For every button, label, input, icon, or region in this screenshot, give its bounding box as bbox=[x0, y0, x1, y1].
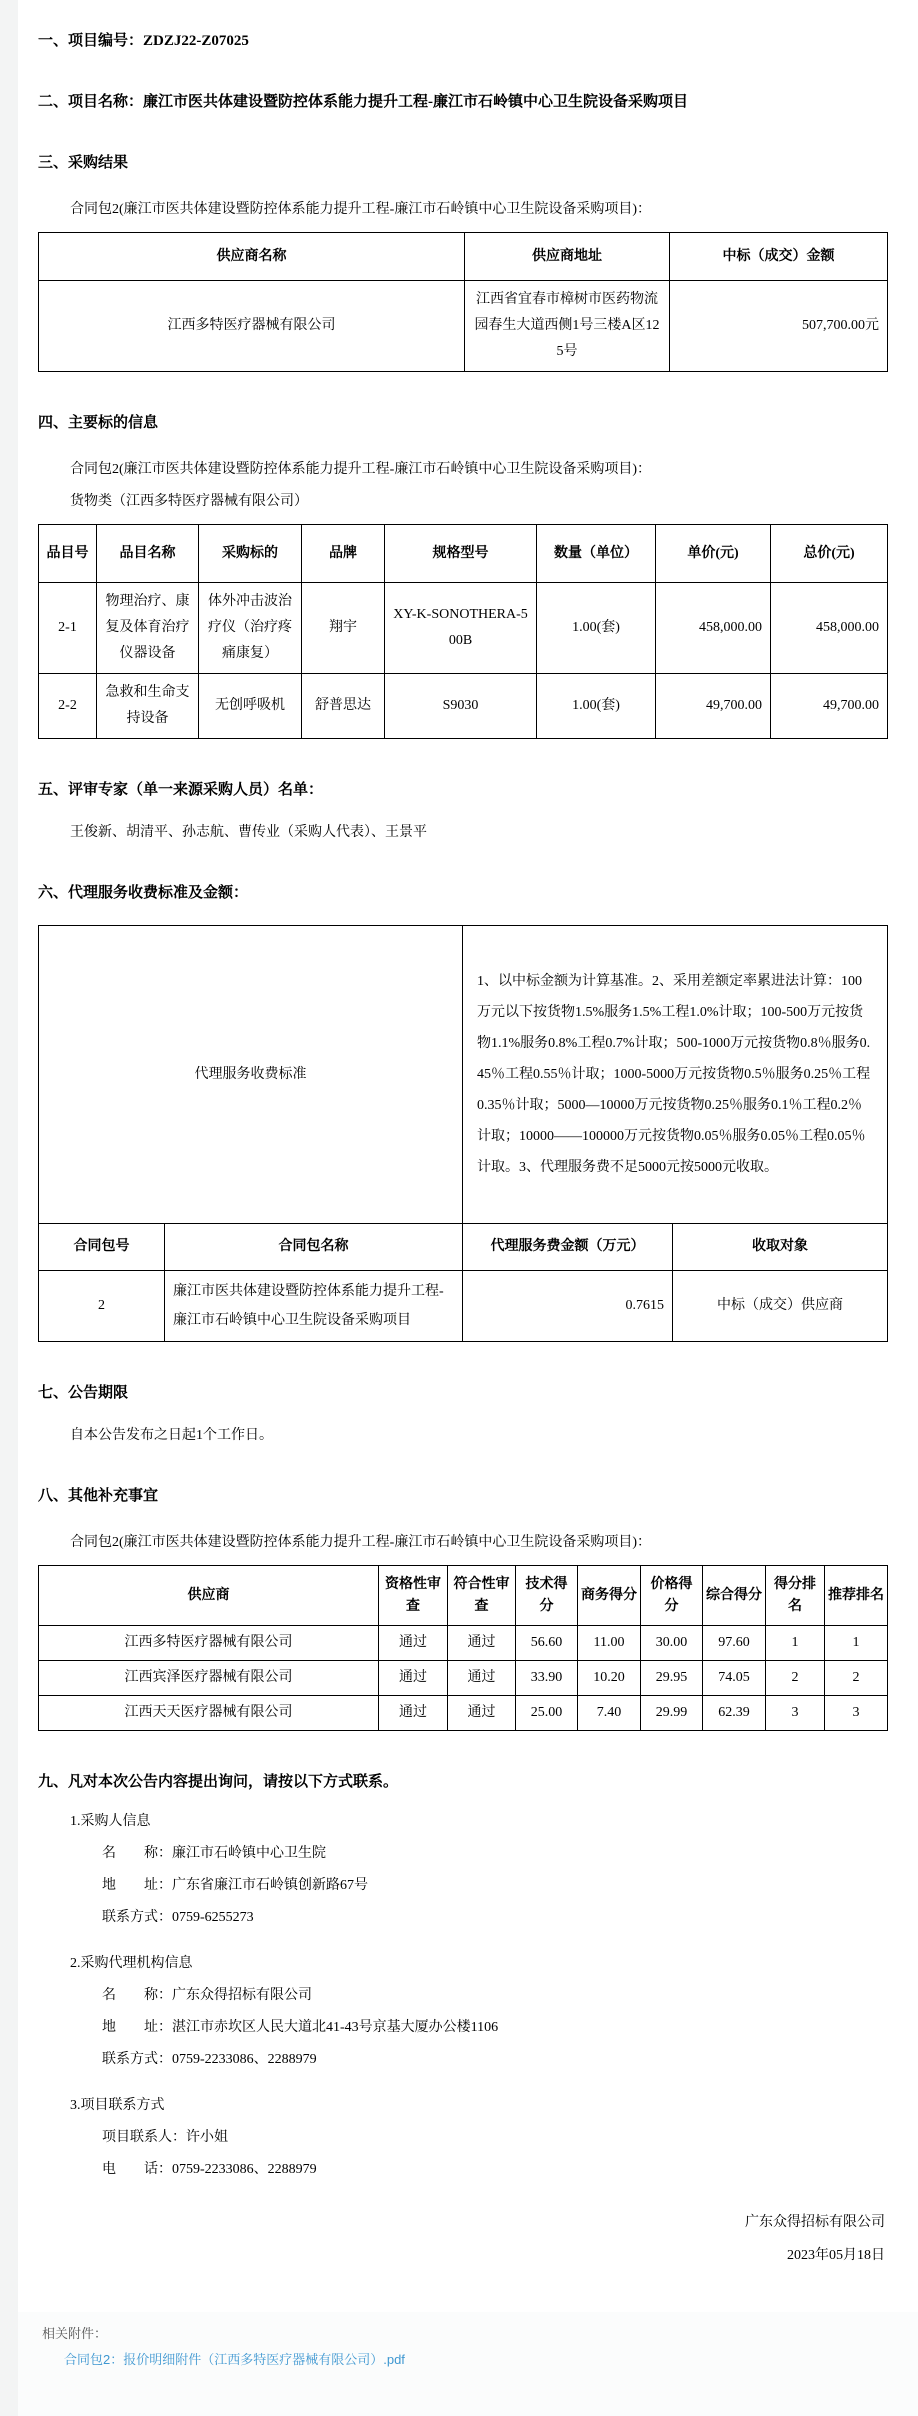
item-cell-spec: S9030 bbox=[385, 674, 537, 739]
purchaser-name-value: 廉江市石岭镇中心卫生院 bbox=[172, 1846, 326, 1861]
items-header-unit-price: 单价(元) bbox=[656, 525, 771, 583]
item-cell-no: 2-2 bbox=[39, 674, 97, 739]
score-cell-supplier: 江西多特医疗器械有限公司 bbox=[39, 1626, 379, 1661]
item-cell-spec: XY-K-SONOTHERA-500B bbox=[385, 583, 537, 674]
announcement-period-text: 自本公告发布之日起1个工作日。 bbox=[70, 1428, 273, 1443]
score-cell-conformity: 通过 bbox=[448, 1696, 516, 1731]
items-header-quantity: 数量（单位） bbox=[537, 525, 656, 583]
items-header-total-price: 总价(元) bbox=[771, 525, 888, 583]
score-package-line: 合同包2(廉江市医共体建设暨防控体系能力提升工程-廉江市石岭镇中心卫生院设备采购项目)： bbox=[70, 1535, 651, 1550]
score-table-row bbox=[39, 1661, 888, 1696]
score-cell-conformity: 通过 bbox=[448, 1626, 516, 1661]
score-cell-score-rank: 2 bbox=[766, 1661, 825, 1696]
project-contact-phone-label: 电 话： bbox=[102, 2162, 172, 2177]
result-cell-supplier-name: 江西多特医疗器械有限公司 bbox=[39, 281, 465, 372]
score-cell-technical: 25.00 bbox=[516, 1696, 578, 1731]
score-cell-overall: 74.05 bbox=[703, 1661, 766, 1696]
score-table bbox=[38, 1565, 888, 1731]
agency-name-line bbox=[102, 1980, 887, 2012]
fee-standard-label: 代理服务收费标准 bbox=[39, 926, 463, 1224]
project-contact-group bbox=[38, 2090, 887, 2186]
score-cell-business: 7.40 bbox=[578, 1696, 641, 1731]
item-cell-quantity: 1.00(套) bbox=[537, 583, 656, 674]
purchaser-info-title: 1.采购人信息 bbox=[70, 1814, 151, 1829]
item-cell-unit-price: 49,700.00 bbox=[656, 674, 771, 739]
score-header-business-score: 商务得分 bbox=[578, 1566, 641, 1626]
project-contact-phone-line bbox=[102, 2154, 887, 2186]
score-header-technical-score: 技术得分 bbox=[516, 1566, 578, 1626]
agency-phone-value: 0759-2233086、2288979 bbox=[172, 2052, 317, 2067]
agency-phone-label: 联系方式： bbox=[102, 2052, 172, 2067]
agency-address-value: 湛江市赤坎区人民大道北41-43号京基大厦办公楼1106 bbox=[172, 2020, 499, 2035]
score-header-conformity-review: 符合性审查 bbox=[448, 1566, 516, 1626]
score-header-overall-score: 综合得分 bbox=[703, 1566, 766, 1626]
score-header-recommend-rank: 推荐排名 bbox=[825, 1566, 888, 1626]
item-cell-name: 急救和生命支持设备 bbox=[97, 674, 199, 739]
fee-header-package-name: 合同包名称 bbox=[165, 1224, 463, 1271]
score-cell-qualification: 通过 bbox=[379, 1626, 448, 1661]
result-header-supplier-name: 供应商名称 bbox=[39, 233, 465, 281]
result-table-header-row bbox=[39, 233, 888, 281]
score-cell-business: 11.00 bbox=[578, 1626, 641, 1661]
score-table-row bbox=[39, 1626, 888, 1661]
score-cell-score-rank: 3 bbox=[766, 1696, 825, 1731]
agency-address-line bbox=[102, 2012, 887, 2044]
section-contact-heading: 九、凡对本次公告内容提出询问，请按以下方式联系。 bbox=[38, 1774, 399, 1790]
section-experts-heading: 五、评审专家（单一来源采购人员）名单： bbox=[38, 782, 324, 798]
score-cell-overall: 97.60 bbox=[703, 1626, 766, 1661]
purchaser-phone-line bbox=[102, 1902, 887, 1934]
section-main-subject-heading: 四、主要标的信息 bbox=[38, 415, 159, 431]
score-header-price-score: 价格得分 bbox=[641, 1566, 703, 1626]
result-header-award-amount: 中标（成交）金额 bbox=[670, 233, 888, 281]
score-header-score-rank: 得分排名 bbox=[766, 1566, 825, 1626]
attachment-pdf-link[interactable]: 合同包2：报价明细附件（江西多特医疗器械有限公司）.pdf bbox=[64, 2352, 405, 2367]
agency-info-group bbox=[38, 1948, 887, 2076]
items-table bbox=[38, 524, 888, 739]
experts-names: 王俊新、胡清平、孙志航、曹传业（采购人代表）、王景平 bbox=[70, 825, 427, 840]
score-cell-supplier: 江西天天医疗器械有限公司 bbox=[39, 1696, 379, 1731]
fee-table-header-row bbox=[39, 1224, 888, 1271]
agency-phone-line bbox=[102, 2044, 887, 2076]
fee-cell-fee-amount: 0.7615 bbox=[463, 1271, 673, 1342]
project-contact-person-label: 项目联系人： bbox=[102, 2130, 186, 2145]
items-header-item-name: 品目名称 bbox=[97, 525, 199, 583]
item-cell-name: 物理治疗、康复及体育治疗仪器设备 bbox=[97, 583, 199, 674]
result-cell-supplier-address: 江西省宜春市樟树市医药物流园春生大道西侧1号三楼A区125号 bbox=[465, 281, 670, 372]
score-cell-price: 30.00 bbox=[641, 1626, 703, 1661]
signature-date: 2023年05月18日 bbox=[787, 2248, 885, 2263]
result-table bbox=[38, 232, 888, 372]
purchaser-name-line bbox=[102, 1838, 887, 1870]
fee-standard-text: 1、以中标金额为计算基准。2、采用差额定率累进法计算：100万元以下按货物1.5%服务1.5%工程1.0%计取；100-500万元按货物1.1%服务0.8%工程0.7%计取；500-1000万元按货物0.8％服务0.45％工程0.55％计取；1000-5000万元按货物0.5％服务0.25％工程0.35％计取；5000—10000万元按货物0.25％服务0.1％工程0.2％计取；10000——100000万元按货物0.05％服务0.05％工程0.05％计取。3、代理服务费不足5000元按5000元收取。 bbox=[463, 926, 888, 1224]
score-cell-qualification: 通过 bbox=[379, 1696, 448, 1731]
items-table-row bbox=[39, 583, 888, 674]
score-cell-business: 10.20 bbox=[578, 1661, 641, 1696]
item-cell-brand: 舒普思达 bbox=[302, 674, 385, 739]
section-announcement-period-heading: 七、公告期限 bbox=[38, 1385, 129, 1401]
result-cell-award-amount: 507,700.00元 bbox=[670, 281, 888, 372]
items-header-spec-model: 规格型号 bbox=[385, 525, 537, 583]
subject-package-line: 合同包2(廉江市医共体建设暨防控体系能力提升工程-廉江市石岭镇中心卫生院设备采购项目)： bbox=[70, 462, 651, 477]
score-cell-technical: 33.90 bbox=[516, 1661, 578, 1696]
attachments-label: 相关附件： bbox=[42, 2326, 108, 2341]
score-table-header-row bbox=[39, 1566, 888, 1626]
fee-cell-charged-party: 中标（成交）供应商 bbox=[673, 1271, 888, 1342]
purchaser-address-line bbox=[102, 1870, 887, 1902]
section-other-matters-heading: 八、其他补充事宜 bbox=[38, 1488, 159, 1504]
item-cell-total-price: 49,700.00 bbox=[771, 674, 888, 739]
agency-address-label: 地 址： bbox=[102, 2020, 172, 2035]
item-cell-target: 体外冲击波治疗仪（治疗疼痛康复） bbox=[199, 583, 302, 674]
fee-header-package-no: 合同包号 bbox=[39, 1224, 165, 1271]
score-cell-supplier: 江西宾泽医疗器械有限公司 bbox=[39, 1661, 379, 1696]
items-header-brand: 品牌 bbox=[302, 525, 385, 583]
score-cell-technical: 56.60 bbox=[516, 1626, 578, 1661]
result-table-row bbox=[39, 281, 888, 372]
score-cell-qualification: 通过 bbox=[379, 1661, 448, 1696]
score-header-supplier: 供应商 bbox=[39, 1566, 379, 1626]
agency-info-title: 2.采购代理机构信息 bbox=[70, 1956, 193, 1971]
item-cell-brand: 翔宇 bbox=[302, 583, 385, 674]
score-cell-price: 29.95 bbox=[641, 1661, 703, 1696]
signature-block bbox=[38, 2206, 887, 2272]
fee-cell-package-no: 2 bbox=[39, 1271, 165, 1342]
section-project-number-heading: 一、项目编号：ZDZJ22-Z07025 bbox=[38, 33, 249, 49]
score-cell-price: 29.99 bbox=[641, 1696, 703, 1731]
section-agency-fee-heading: 六、代理服务收费标准及金额： bbox=[38, 885, 249, 901]
related-attachments-section bbox=[0, 2312, 918, 2416]
purchaser-name-label: 名 称： bbox=[102, 1846, 172, 1861]
purchaser-info-group bbox=[38, 1806, 887, 1934]
project-contact-person-line bbox=[102, 2122, 887, 2154]
section-procurement-result-heading: 三、采购结果 bbox=[38, 155, 129, 171]
purchaser-phone-label: 联系方式： bbox=[102, 1910, 172, 1925]
score-cell-recommend-rank: 3 bbox=[825, 1696, 888, 1731]
project-contact-person-value: 许小姐 bbox=[186, 2130, 228, 2145]
result-package-line: 合同包2(廉江市医共体建设暨防控体系能力提升工程-廉江市石岭镇中心卫生院设备采购项目)： bbox=[70, 202, 651, 217]
goods-category-line: 货物类（江西多特医疗器械有限公司） bbox=[70, 494, 308, 509]
score-cell-recommend-rank: 1 bbox=[825, 1626, 888, 1661]
items-header-procurement-target: 采购标的 bbox=[199, 525, 302, 583]
fee-header-fee-amount: 代理服务费金额（万元） bbox=[463, 1224, 673, 1271]
page-left-gutter bbox=[0, 0, 18, 2416]
score-cell-conformity: 通过 bbox=[448, 1661, 516, 1696]
section-project-name-heading: 二、项目名称：廉江市医共体建设暨防控体系能力提升工程-廉江市石岭镇中心卫生院设备采购项目 bbox=[38, 94, 688, 110]
item-cell-total-price: 458,000.00 bbox=[771, 583, 888, 674]
fee-cell-package-name: 廉江市医共体建设暨防控体系能力提升工程-廉江市石岭镇中心卫生院设备采购项目 bbox=[165, 1271, 463, 1342]
score-cell-score-rank: 1 bbox=[766, 1626, 825, 1661]
score-cell-overall: 62.39 bbox=[703, 1696, 766, 1731]
purchaser-address-value: 广东省廉江市石岭镇创新路67号 bbox=[172, 1878, 368, 1893]
fee-table-row bbox=[39, 1271, 888, 1342]
items-table-header-row bbox=[39, 525, 888, 583]
items-header-item-no: 品目号 bbox=[39, 525, 97, 583]
item-cell-quantity: 1.00(套) bbox=[537, 674, 656, 739]
signature-company: 广东众得招标有限公司 bbox=[745, 2215, 885, 2230]
project-contact-title: 3.项目联系方式 bbox=[70, 2098, 165, 2113]
fee-standard-row bbox=[39, 926, 888, 1224]
score-cell-recommend-rank: 2 bbox=[825, 1661, 888, 1696]
fee-header-charged-party: 收取对象 bbox=[673, 1224, 888, 1271]
item-cell-unit-price: 458,000.00 bbox=[656, 583, 771, 674]
score-header-qualification-review: 资格性审查 bbox=[379, 1566, 448, 1626]
project-contact-phone-value: 0759-2233086、2288979 bbox=[172, 2162, 317, 2177]
agency-name-value: 广东众得招标有限公司 bbox=[172, 1988, 312, 2003]
result-header-supplier-address: 供应商地址 bbox=[465, 233, 670, 281]
item-cell-no: 2-1 bbox=[39, 583, 97, 674]
agency-name-label: 名 称： bbox=[102, 1988, 172, 2003]
items-table-row bbox=[39, 674, 888, 739]
purchaser-phone-value: 0759-6255273 bbox=[172, 1910, 254, 1925]
agency-fee-table bbox=[38, 925, 888, 1342]
purchaser-address-label: 地 址： bbox=[102, 1878, 172, 1893]
item-cell-target: 无创呼吸机 bbox=[199, 674, 302, 739]
score-table-row bbox=[39, 1696, 888, 1731]
